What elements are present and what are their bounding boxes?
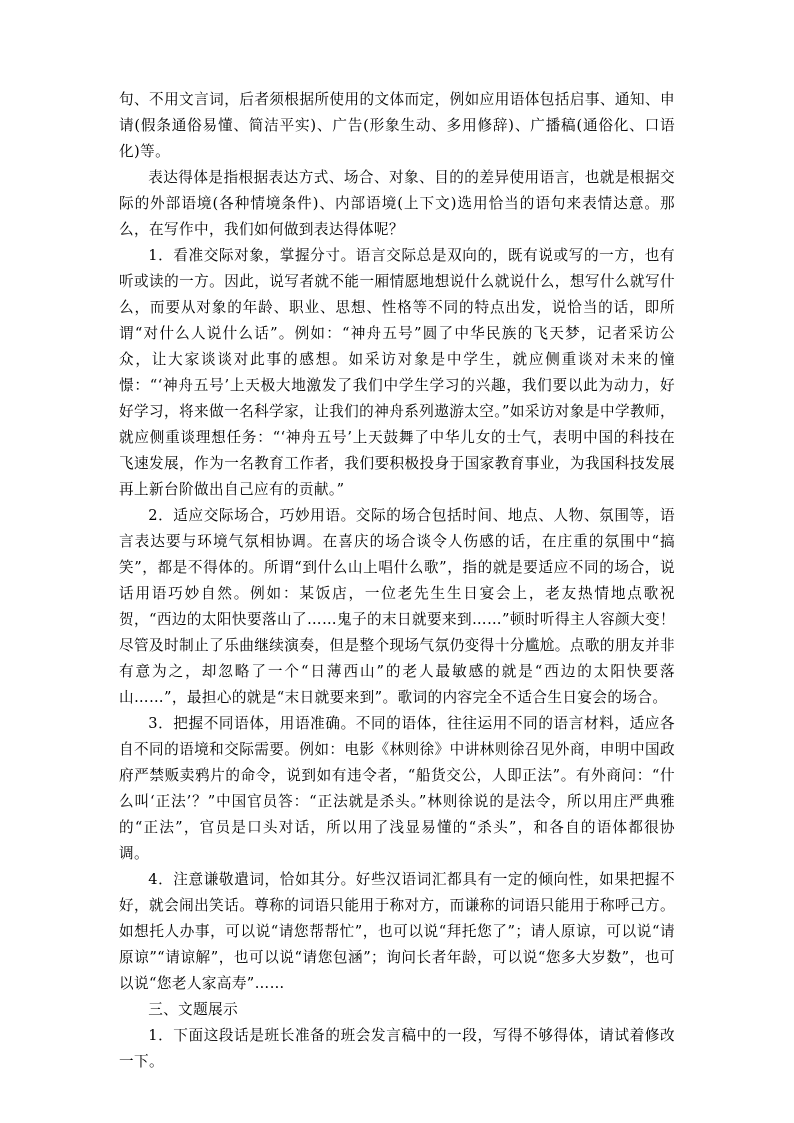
paragraph-point-1-audience: 1．看准交际对象，掌握分寸。语言交际总是双向的，既有说或写的一方，也有听或读的一方。因此，说写者就不能一厢情愿地想说什么就说什么，想写什么就写什么，而要从对象的年龄、职业、思想、性格等不同的特点出发，说恰当的话，即所谓“对什么人说什么话”。例如：“神舟五号”圆了中华民族的飞天梦，记者采访公众，让大家谈谈对此事的感想。如采访对象是中学生，就应侧重谈对未来的憧憬：“‘神舟五号’上天极大地激发了我们中学生学习的兴趣，我们要以此为动力，好好学习，将来做一名科学家，让我们的神舟系列遨游太空。”如采访对象是中学教师，就应侧重谈理想任务：“‘神舟五号’上天鼓舞了中华儿女的士气，表明中国的科技在飞速发展，作为一名教育工作者，我们要积极投身于国家教育事业，为我国科技发展再上新台阶做出自己应有的贡献。” (119, 247, 675, 498)
paragraph-point-3-register: 3．把握不同语体，用语准确。不同的语体，往往运用不同的语言材料，适应各自不同的语境和交际需要。例如：电影《林则徐》中讲林则徐召见外商，申明中国政府严禁贩卖鸦片的命令，说到如有违令者，“船货交公，人即正法”。有外商问：“什么叫‘正法’？”中国官员答：“正法就是杀头。”林则徐说的是法令，所以用庄严典雅的“正法”，官员是口头对话，所以用了浅显易懂的“杀头”，和各自的语体都很协调。 (119, 715, 675, 862)
exercise-question-1: 1．下面这段话是班长准备的班会发言稿中的一段，写得不够得体，请试着修改一下。 (119, 1027, 675, 1070)
section-heading-topic-display: 三、文题展示 (148, 1001, 239, 1018)
paragraph-point-2-occasion: 2．适应交际场合，巧妙用语。交际的场合包括时间、地点、人物、氛围等，语言表达要与环境气氛相协调。在喜庆的场合谈令人伤感的话，在庄重的氛围中“搞笑”，都是不得体的。所谓“到什么山上唱什么歌”，指的就是要适应不同的场合，说话用语巧妙自然。例如：某饭店，一位老先生生日宴会上，老友热情地点歌祝贺，“西边的太阳快要落山了……鬼子的末日就要来到……”顿时听得主人容颜大变！尽管及时制止了乐曲继续演奏，但是整个现场气氛仍变得十分尴尬。点歌的朋友并非有意为之，却忽略了一个“日薄西山”的老人最敏感的就是“西边的太阳快要落山……”，最担心的就是“末日就要来到”。歌词的内容完全不适合生日宴会的场合。 (119, 507, 675, 706)
paragraph-point-4-honorifics: 4．注意谦敬遣词，恰如其分。好些汉语词汇都具有一定的倾向性，如果把握不好，就会闹出笑话。尊称的词语只能用于称对方，而谦称的词语只能用于称呼己方。如想托人办事，可以说“请您帮帮忙”，也可以说“拜托您了”；请人原谅，可以说“请原谅”“请谅解”，也可以说“请您包涵”；询问长者年龄，可以说“您多大岁数”，也可以说“您老人家高寿”…… (119, 871, 675, 992)
document-page (119, 87, 675, 1075)
paragraph-intro-appropriateness: 表达得体是指根据表达方式、场合、对象、目的的差异使用语言，也就是根据交际的外部语境(各种情境条件)、内部语境(上下文)选用恰当的语句来表情达意。那么，在写作中，我们如何做到表达得体呢？ (119, 169, 675, 238)
paragraph-continuation: 句、不用文言词，后者须根据所使用的文体而定，例如应用语体包括启事、通知、申请(假条通俗易懂、简洁平实)、广告(形象生动、多用修辞)、广播稿(通俗化、口语化)等。 (119, 91, 675, 160)
